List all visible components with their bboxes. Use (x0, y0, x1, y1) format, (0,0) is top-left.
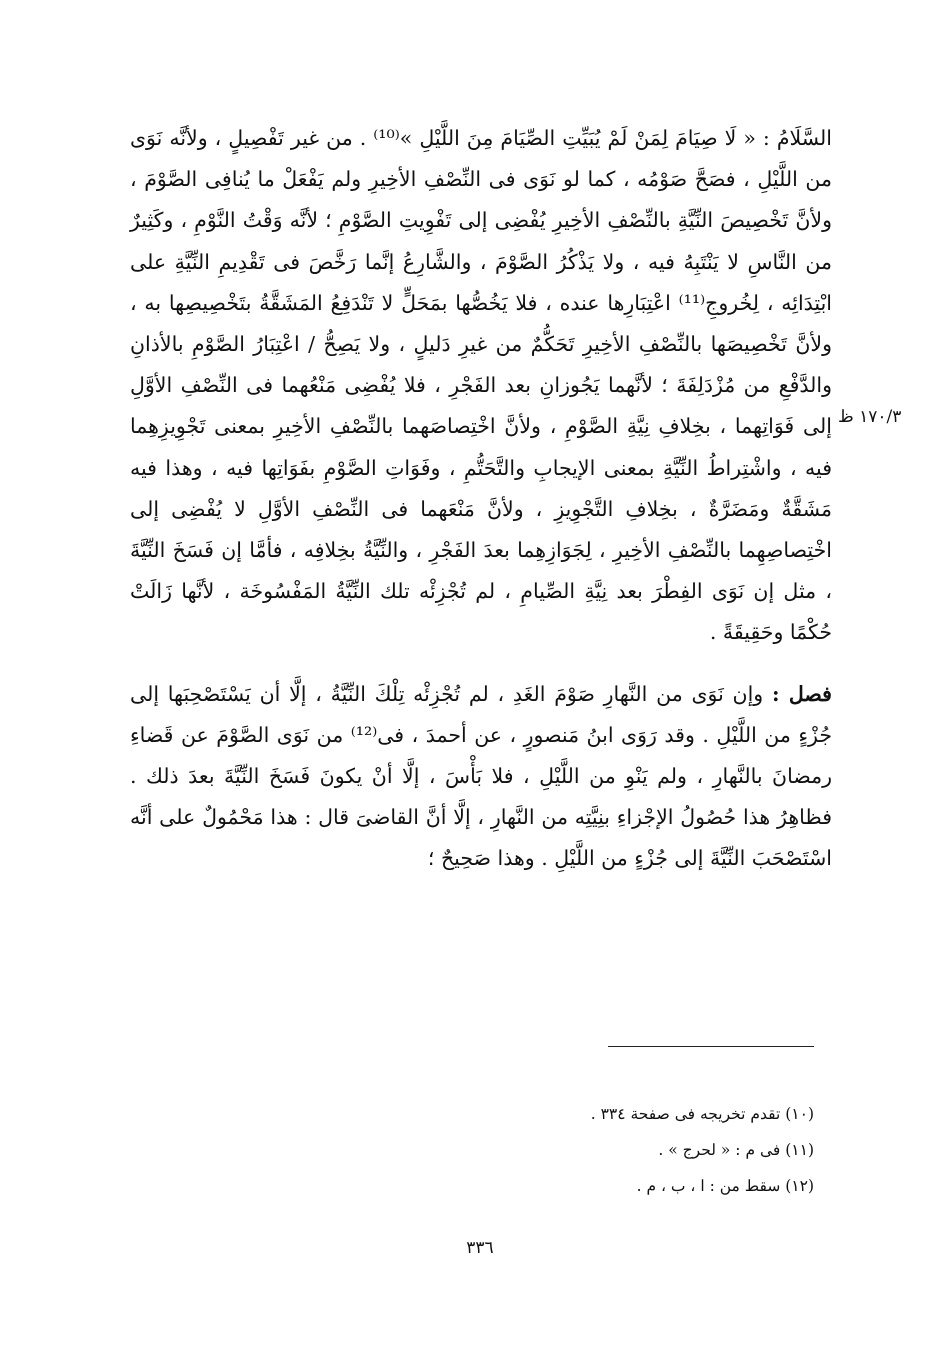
paragraph-2 (130, 674, 832, 880)
footnote-12: (١٢) سقط من : ا ، ب ، م . (636, 1177, 814, 1195)
footnote-10: (١٠) تقدم تخريجه فى صفحة ٣٣٤ . (590, 1105, 814, 1123)
page-number: ٣٣٦ (466, 1238, 494, 1258)
margin-reference: ١٧٠/٣ ظ (838, 407, 902, 427)
footnotes (300, 1096, 814, 1204)
paragraph-2-text: وإن نَوَى من النَّهارِ صَوْمَ الغَدِ ، لم تُجْزِئْه تِلْكَ النِّيَّةُ ، إلَّا أن يَسْتَصْحِبَها إلى جُزْءٍ من اللَّيْلِ . وقد رَوَى ابنُ مَنصورٍ ، عن أحمدَ ، فى⁽¹²⁾ من نَوَى الصَّوْمَ عن قَضاءِ رمضانَ بالنَّهارِ ، ولم يَنْوِ من اللَّيْلِ ، فلا بَأْسَ ، إلَّا أنْ يكونَ فَسَخَ النِّيَّةَ بعدَ ذلك . فظاهِرُ هذا حُصُولُ الإجْزاءِ بنِيَّتِه من النَّهارِ ، إلَّا أنَّ القاضىَ قال : هذا مَحْمُولٌ على أنَّه اسْتَصْحَبَ النِّيَّةَ إلى جُزْءٍ من اللَّيْلِ . وهذا صَحِيحٌ ؛ (130, 681, 832, 871)
paragraph-1: السَّلَامُ : « لَا صِيَامَ لِمَنْ لَمْ يُبَيِّتِ الصِّيَامَ مِنَ اللَّيْلِ »⁽¹⁰⁾ . من غير تَفْصِيلٍ ، ولأنَّه نَوَى من اللَّيْلِ ، فصَحَّ صَوْمُه ، كما لو نَوَى فى النِّصْفِ الأخِيرِ ولم يَفْعَلْ ما يُنافِى الصَّوْمَ ، ولأنَّ تَخْصِيصَ النِّيَّةِ بالنِّصْفِ الأخِيرِ يُفْضِى إلى تَفْوِيتِ الصَّوْمِ ؛ لأنَّه وَقْتُ النَّوْمِ ، وكَثِيرٌ من النَّاسِ لا يَنْتَبِهُ فيه ، ولا يَذْكُرُ الصَّوْمَ ، والشَّارِعُ إنَّما رَخَّصَ فى تَقْدِيمِ النِّيَّةِ على ابْتِدَائِه ، لِخُروجِ⁽¹¹⁾ اعْتِبَارِها عنده ، فلا يَخُصُّها بمَحَلٍّ لا تَنْدَفِعُ المَشَقَّةُ بتَخْصِيصِها به ، ولأنَّ تَخْصِيصَها بالنِّصْفِ الأخِيرِ تَحَكُّمٌ من غيرِ دَليلٍ ، ولا يَصِحُّ / اعْتِبَارُ الصَّوْمِ بالأذانِ والدَّفْعِ من مُزْدَلِفَةَ ؛ لأنَّهما يَجُوزانِ بعد الفَجْرِ ، فلا يُفْضِى مَنْعُهما فى النِّصْفِ الأوَّلِ إلى فَوَاتِهما ، بخِلافِ نِيَّةِ الصَّوْمِ ، ولأنَّ اخْتِصاصَهما بالنِّصْفِ الأخِيرِ بمعنى تَجْوِيزِهِما فيه ، واشْتِراطُ النِّيَّةِ بمعنى الإيجابِ والتَّحَتُّمِ ، وفَوَاتِ الصَّوْمِ بفَوَاتِها فيه ، وهذا فيه مَشَقَّةٌ ومَضَرَّةٌ ، بخِلافِ التَّجْوِيزِ ، ولأنَّ مَنْعَهما فى النِّصْفِ الأوَّلِ لا يُفْضِى إلى اخْتِصاصِهِما بالنِّصْفِ الأخِيرِ ، لِجَوَازِهِما بعدَ الفَجْرِ ، والنِّيَّةُ بخِلافِه ، فأمَّا إن فَسَخَ النِّيَّةَ ، مثل إن نَوَى الفِطْرَ بعد نِيَّةِ الصِّيامِ ، لم تُجْزِئْه تلك النِّيَّةُ المَفْسُوخَة ، لأنَّها زَالَتْ حُكْمًا وحَقِيقَةً . (130, 126, 832, 645)
footnote-11: (١١) فى م : « لحرج » . (658, 1141, 814, 1159)
main-text (130, 118, 832, 880)
footnote-divider (608, 1046, 814, 1047)
section-heading: فصل : (771, 681, 832, 706)
